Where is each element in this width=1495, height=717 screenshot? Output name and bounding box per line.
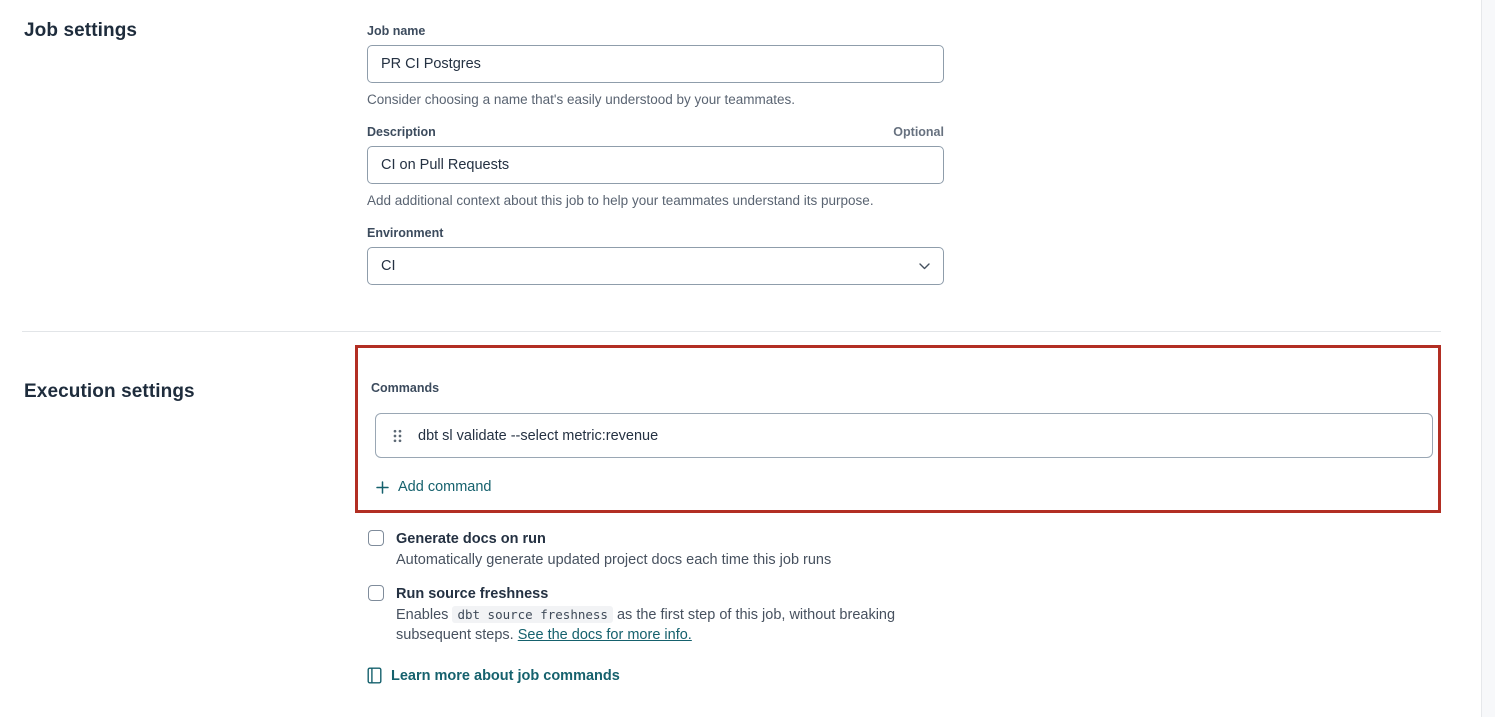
generate-docs-checkbox[interactable] xyxy=(368,530,384,546)
job-name-helper-text: Consider choosing a name that's easily understood by your teammates. xyxy=(367,92,796,107)
journal-icon xyxy=(367,667,382,684)
execution-settings-heading: Execution settings xyxy=(24,381,195,402)
source-freshness-desc-prefix: Enables xyxy=(396,607,449,623)
source-freshness-checkbox[interactable] xyxy=(368,585,384,601)
job-settings-heading: Job settings xyxy=(24,20,138,41)
plus-icon xyxy=(376,481,389,494)
environment-label: Environment xyxy=(367,226,444,240)
job-name-label: Job name xyxy=(367,24,426,38)
job-name-field-group xyxy=(367,24,944,108)
source-freshness-code: dbt source freshness xyxy=(452,606,613,623)
generate-docs-option xyxy=(367,529,947,570)
scrollbar-track[interactable] xyxy=(1481,0,1495,717)
learn-more-link[interactable] xyxy=(367,667,620,684)
description-input[interactable] xyxy=(367,146,944,184)
command-row xyxy=(375,413,1433,458)
source-freshness-description xyxy=(396,605,933,645)
see-docs-link[interactable]: See the docs for more info. xyxy=(517,627,692,643)
learn-more-label: Learn more about job commands xyxy=(391,667,620,684)
drag-handle-icon[interactable] xyxy=(376,429,418,443)
add-command-label: Add command xyxy=(398,479,492,495)
generate-docs-label[interactable]: Generate docs on run xyxy=(396,531,546,547)
job-name-input[interactable] xyxy=(367,45,944,83)
section-divider xyxy=(22,331,1441,332)
job-settings-form xyxy=(367,24,944,302)
source-freshness-label[interactable]: Run source freshness xyxy=(396,586,549,602)
chevron-down-icon xyxy=(919,263,930,270)
environment-selected-value: CI xyxy=(381,258,396,274)
job-options xyxy=(367,529,947,659)
generate-docs-description: Automatically generate updated project docs each time this job runs xyxy=(396,552,832,568)
environment-field-group xyxy=(367,226,944,285)
optional-tag: Optional xyxy=(893,125,944,139)
environment-select[interactable] xyxy=(367,247,944,285)
commands-annotation-highlight xyxy=(355,345,1441,513)
source-freshness-desc-suffix: as the first step of this job, without breaking subsequent steps. xyxy=(396,607,896,643)
source-freshness-option xyxy=(367,584,947,645)
commands-label: Commands xyxy=(371,381,440,395)
command-input[interactable] xyxy=(418,414,1432,457)
description-helper-text: Add additional context about this job to help your teammates understand its purpose. xyxy=(367,193,874,208)
description-field-group xyxy=(367,125,944,209)
description-label: Description xyxy=(367,125,436,139)
add-command-button[interactable] xyxy=(376,479,492,495)
